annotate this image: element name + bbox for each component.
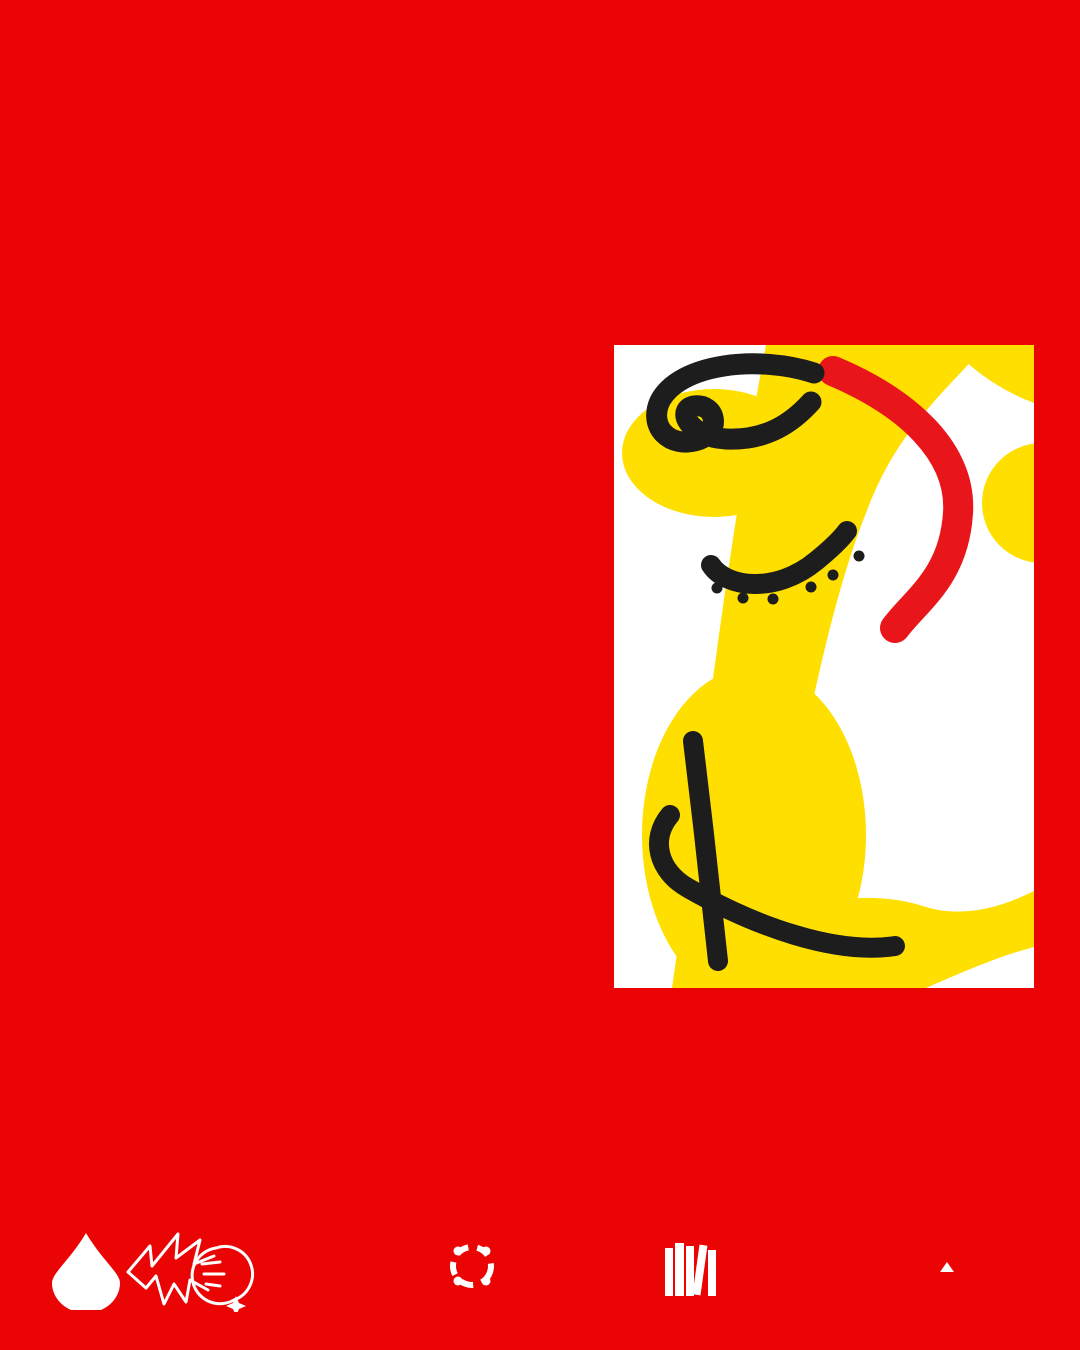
drop-icon — [46, 1230, 126, 1310]
bahia-accent-triangle-icon — [940, 1262, 954, 1272]
oxe-bahia-logo — [448, 1238, 658, 1315]
bottom-checker-stripe — [0, 1328, 1080, 1350]
book-cover-art — [614, 345, 1034, 988]
sponsor-logos — [0, 1228, 1080, 1316]
oxe-circle-icon — [448, 1238, 658, 1310]
editora-drop-logo — [46, 1230, 126, 1315]
pedro-calmon-logo — [663, 1234, 813, 1315]
solisluna-logo — [124, 1230, 334, 1317]
book-cover — [614, 345, 1034, 988]
governo-bahia-logo — [822, 1238, 1062, 1258]
top-rainbow-stripe — [0, 0, 1080, 22]
books-icon — [663, 1234, 813, 1310]
solisluna-icon — [124, 1230, 334, 1312]
